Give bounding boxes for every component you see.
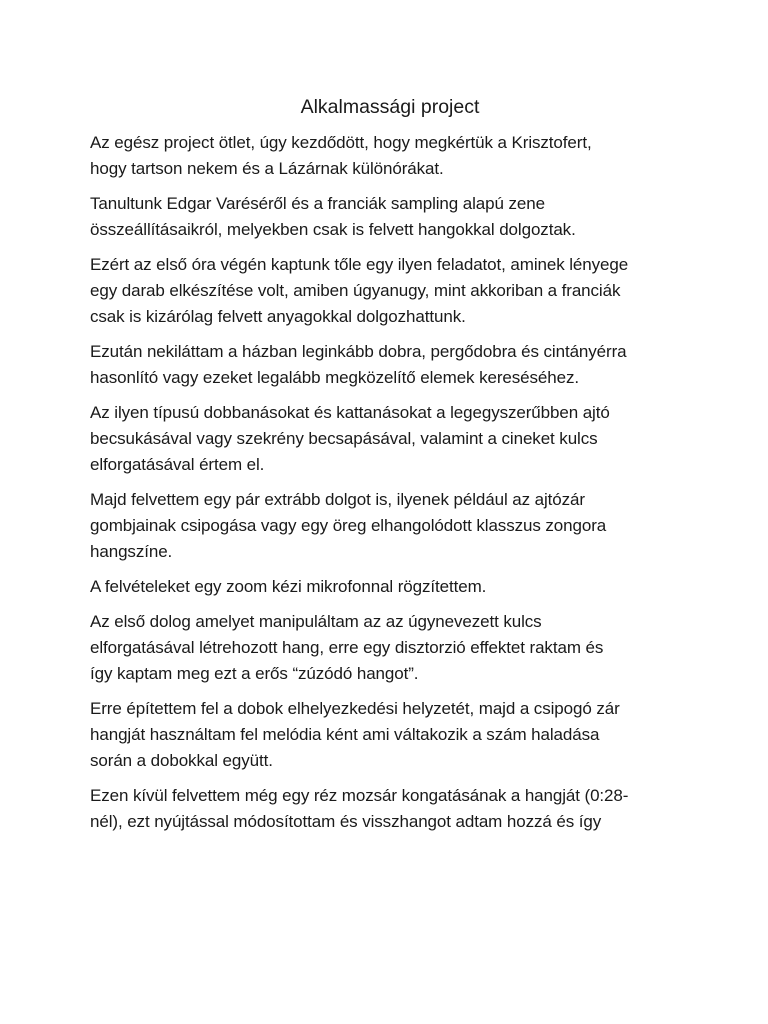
paragraph-line: Az egész project ötlet, úgy kezdődött, hogy megkértük a Krisztofert, xyxy=(90,133,592,152)
paragraph-1 xyxy=(90,130,690,182)
paragraph-line: Majd felvettem egy pár extrább dolgot is, ilyenek például az ajtózár xyxy=(90,490,585,509)
paragraph-line: Erre építettem fel a dobok elhelyezkedési helyzetét, majd a csipogó zár xyxy=(90,699,620,718)
paragraph-4 xyxy=(90,339,690,391)
paragraph-7 xyxy=(90,574,690,600)
paragraph-line: Ezen kívül felvettem még egy réz mozsár kongatásának a hangját (0:28- xyxy=(90,786,629,805)
paragraph-line: így kaptam meg ezt a erős “zúzódó hangot”. xyxy=(90,664,419,683)
paragraph-line: A felvételeket egy zoom kézi mikrofonnal rögzítettem. xyxy=(90,577,487,596)
paragraph-line: egy darab elkészítése volt, amiben úgyanugy, mint akkoriban a franciák xyxy=(90,281,621,300)
paragraph-line: Az első dolog amelyet manipuláltam az az úgynevezett kulcs xyxy=(90,612,542,631)
paragraph-line: Ezért az első óra végén kaptunk tőle egy ilyen feladatot, aminek lényege xyxy=(90,255,629,274)
paragraph-line: elforgatásával értem el. xyxy=(90,455,265,474)
paragraph-3 xyxy=(90,252,690,330)
paragraph-line: Ezután nekiláttam a házban leginkább dobra, pergődobra és cintányérra xyxy=(90,342,627,361)
paragraph-line: nél), ezt nyújtással módosítottam és visszhangot adtam hozzá és így xyxy=(90,812,602,831)
paragraph-line: becsukásával vagy szekrény becsapásával, valamint a cineket kulcs xyxy=(90,429,598,448)
paragraph-6 xyxy=(90,487,690,565)
paragraph-line: Az ilyen típusú dobbanásokat és kattanásokat a legegyszerűbben ajtó xyxy=(90,403,610,422)
paragraph-line: hogy tartson nekem és a Lázárnak különórákat. xyxy=(90,159,444,178)
paragraph-line: hangszíne. xyxy=(90,542,173,561)
paragraph-line: összeállításaikról, melyekben csak is felvett hangokkal dolgoztak. xyxy=(90,220,576,239)
paragraph-line: hangját használtam fel melódia ként ami váltakozik a szám haladása xyxy=(90,725,600,744)
paragraph-line: csak is kizárólag felvett anyagokkal dolgozhattunk. xyxy=(90,307,466,326)
paragraph-line: gombjainak csipogása vagy egy öreg elhangolódott klasszus zongora xyxy=(90,516,607,535)
paragraph-2 xyxy=(90,191,690,243)
paragraph-10 xyxy=(90,783,690,835)
paragraph-line: Tanultunk Edgar Varéséről és a franciák sampling alapú zene xyxy=(90,194,545,213)
paragraph-9 xyxy=(90,696,690,774)
paragraph-line: során a dobokkal együtt. xyxy=(90,751,273,770)
document-body xyxy=(90,92,690,844)
paragraph-8 xyxy=(90,609,690,687)
document-title: Alkalmassági project xyxy=(300,96,480,118)
paragraph-line: elforgatásával létrehozott hang, erre egy disztorzió effektet raktam és xyxy=(90,638,604,657)
paragraph-5 xyxy=(90,400,690,478)
paragraph-line: hasonlító vagy ezeket legalább megközelítő elemek kereséséhez. xyxy=(90,368,579,387)
